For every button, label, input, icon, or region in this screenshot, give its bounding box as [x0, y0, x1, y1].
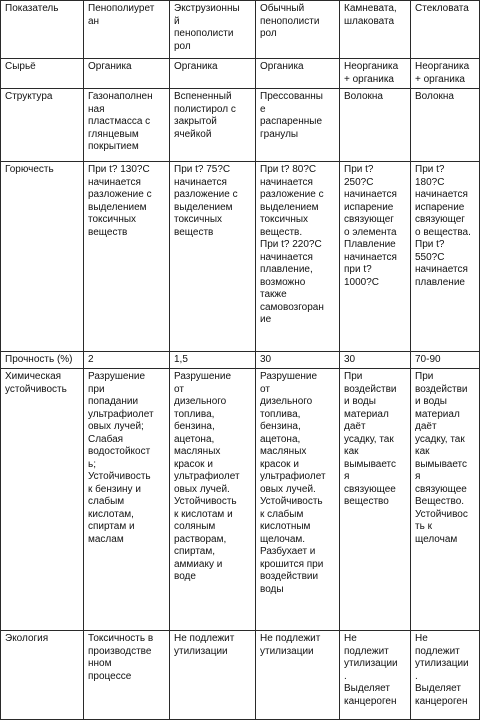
table-cell: При t? 130?С начинается разложение с выделением токсичных веществ — [84, 162, 170, 352]
table-cell: Разрушение от дизельного топлива, бензина, ацетона, масляных красок и ультрафиолет овых лучей. Устойчивость к слабым кислотным щелочам. Разбухает и крошится при воздействии воды — [256, 369, 340, 631]
table-cell: 1,5 — [170, 352, 256, 369]
row-raw-material — [1, 59, 480, 89]
row-strength — [1, 352, 480, 369]
table-cell: Неорганика + органика — [340, 59, 411, 89]
header-cell-polyurethane-foam: Пенополиурет ан — [84, 1, 170, 59]
row-flammability — [1, 162, 480, 352]
table-cell: Не подлежит утилизации . Выделяет канцероген — [411, 631, 480, 720]
table-cell: Не подлежит утилизации — [256, 631, 340, 720]
table-cell: Токсичность в производстве нном процессе — [84, 631, 170, 720]
row-label: Горючесть — [1, 162, 84, 352]
table-cell: Разрушение при попадании ультрафиолет овых лучей; Слабая водостойкост ь; Устойчивость к бензину и слабым кислотам, спиртам и маслам — [84, 369, 170, 631]
table-cell: При t? 80?С начинается разложение с выделением токсичных веществ. При t? 220?С начинается плавление, возможно также самовозгоран ие — [256, 162, 340, 352]
table-cell: Не подлежит утилизации — [170, 631, 256, 720]
table-cell: При t? 75?С начинается разложение с выделением токсичных веществ — [170, 162, 256, 352]
table-cell: При t? 180?С начинается испарение связующег о вещества. При t? 550?С начинается плавление — [411, 162, 480, 352]
header-cell-expanded-polystyrene: Обычный пенополисти рол — [256, 1, 340, 59]
row-label: Прочность (%) — [1, 352, 84, 369]
table-cell: Вспененный полистирол с закрытой ячейкой — [170, 89, 256, 162]
row-label: Экология — [1, 631, 84, 720]
table-cell: Разрушение от дизельного топлива, бензина, ацетона, масляных красок и ультрафиолет овых лучей. Устойчивость к кислотам и соляным растворам, спиртам, аммиаку и воде — [170, 369, 256, 631]
row-label: Химическая устойчивость — [1, 369, 84, 631]
header-cell-extruded-polystyrene: Экструзионны й пенополисти рол — [170, 1, 256, 59]
row-structure — [1, 89, 480, 162]
table-cell: Прессованны е распаренные гранулы — [256, 89, 340, 162]
table-cell: При воздействи и воды материал даёт усадку, так как вымываетс я связующее вещество — [340, 369, 411, 631]
row-label: Сырьё — [1, 59, 84, 89]
table-cell: Неорганика + органика — [411, 59, 480, 89]
row-ecology — [1, 631, 480, 720]
table-cell: 2 — [84, 352, 170, 369]
table-cell: Органика — [170, 59, 256, 89]
table-cell: Волокна — [411, 89, 480, 162]
header-cell-parameter: Показатель — [1, 1, 84, 59]
table-cell: Не подлежит утилизации . Выделяет канцероген — [340, 631, 411, 720]
table-cell: Органика — [84, 59, 170, 89]
row-label: Структура — [1, 89, 84, 162]
header-cell-stone-wool: Камневата, шлаковата — [340, 1, 411, 59]
header-row — [1, 1, 480, 59]
table-cell: При воздействи и воды материал даёт усадку, так как вымываетс я связующее Вещество. Устойчивос ть к щелочам — [411, 369, 480, 631]
table-cell: Органика — [256, 59, 340, 89]
table-cell: 30 — [340, 352, 411, 369]
table-cell: При t? 250?С начинается испарение связующег о элемента Плавление начинается при t? 1000?С — [340, 162, 411, 352]
row-chemical-resistance — [1, 369, 480, 631]
table-cell: Газонаполнен ная пластмасса с глянцевым покрытием — [84, 89, 170, 162]
table-cell: Волокна — [340, 89, 411, 162]
table-cell: 70-90 — [411, 352, 480, 369]
table-cell: 30 — [256, 352, 340, 369]
header-cell-glass-wool: Стекловата — [411, 1, 480, 59]
